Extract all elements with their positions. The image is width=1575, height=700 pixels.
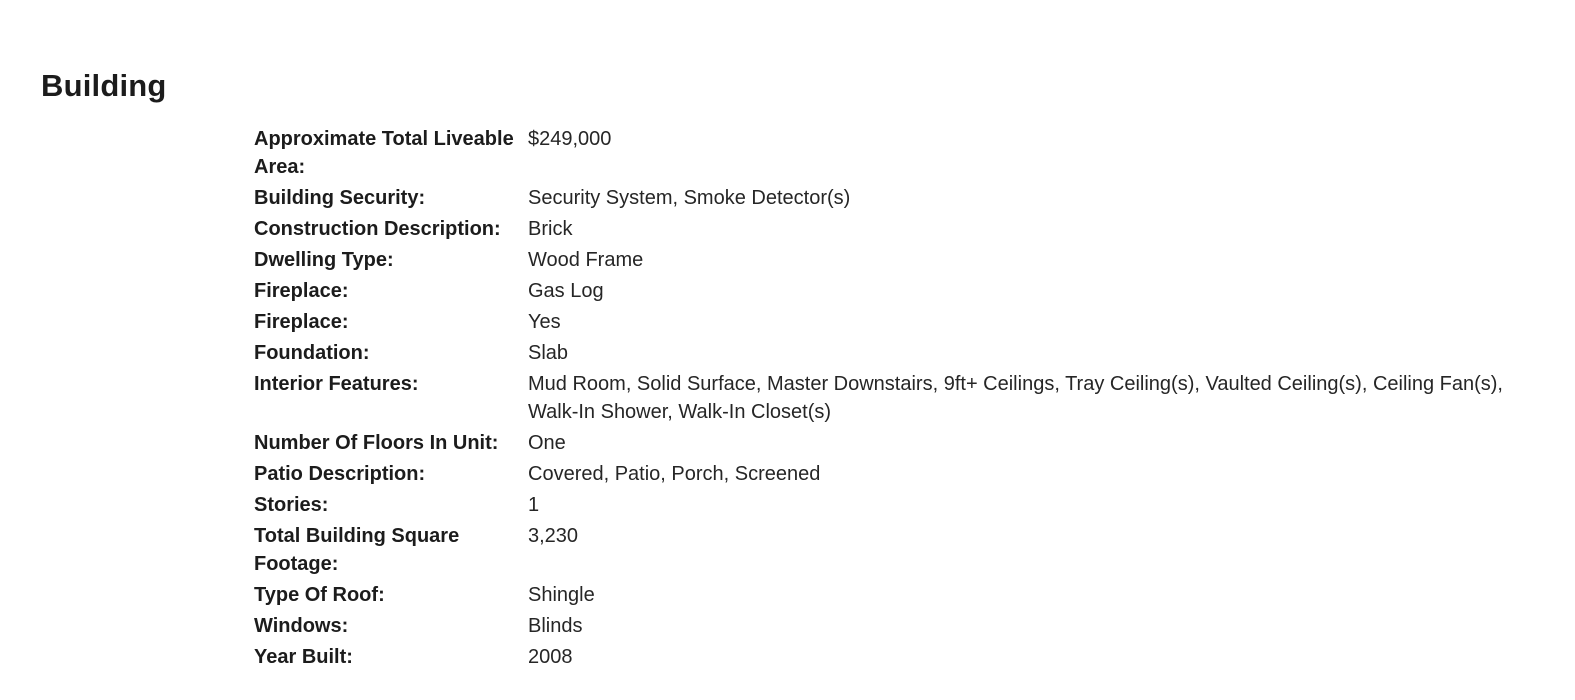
detail-row-fireplace [254,277,1514,308]
building-details-table [254,125,1514,674]
detail-row-fireplace-2 [254,308,1514,339]
detail-value: Wood Frame [528,249,644,271]
detail-row-approximate-total-liveable-area [254,125,1514,184]
detail-value: Security System, Smoke Detector(s) [528,187,851,209]
detail-row-foundation [254,339,1514,370]
detail-label: Approximate Total Liveable Area: [254,128,514,178]
detail-value: Mud Room, Solid Surface, Master Downstairs, 9ft+ Ceilings, Tray Ceiling(s), Vaulted Ceiling(s), Ceiling Fan(s), Walk-In Shower, Walk-In Closet(s) [528,373,1503,423]
detail-label: Stories: [254,494,329,516]
detail-label: Number Of Floors In Unit: [254,432,499,454]
detail-label: Windows: [254,615,349,637]
detail-row-patio-description [254,460,1514,491]
detail-row-windows [254,612,1514,643]
detail-label: Interior Features: [254,373,419,395]
detail-label: Building Security: [254,187,426,209]
detail-row-type-of-roof [254,581,1514,612]
detail-value: Brick [528,218,573,240]
detail-value: $249,000 [528,128,612,150]
detail-row-interior-features [254,370,1514,429]
detail-label: Fireplace: [254,311,349,333]
detail-row-year-built [254,643,1514,674]
detail-row-construction-description [254,215,1514,246]
detail-value: 2008 [528,646,573,668]
detail-label: Total Building Square Footage: [254,525,460,575]
detail-label: Type Of Roof: [254,584,385,606]
detail-value: 3,230 [528,525,579,547]
detail-value: Gas Log [528,280,604,302]
detail-label: Year Built: [254,646,353,668]
section-title: Building [41,68,167,103]
detail-label: Fireplace: [254,280,349,302]
detail-label: Dwelling Type: [254,249,394,271]
detail-value: Slab [528,342,569,364]
detail-row-total-building-square-footage [254,522,1514,581]
detail-value: 1 [528,494,540,516]
detail-row-number-of-floors [254,429,1514,460]
detail-row-dwelling-type [254,246,1514,277]
detail-label: Patio Description: [254,463,426,485]
detail-value: Blinds [528,615,583,637]
detail-row-stories [254,491,1514,522]
detail-label: Foundation: [254,342,370,364]
detail-value: Shingle [528,584,595,606]
detail-label: Construction Description: [254,218,501,240]
detail-value: One [528,432,566,454]
detail-value: Yes [528,311,561,333]
detail-row-building-security [254,184,1514,215]
detail-value: Covered, Patio, Porch, Screened [528,463,821,485]
